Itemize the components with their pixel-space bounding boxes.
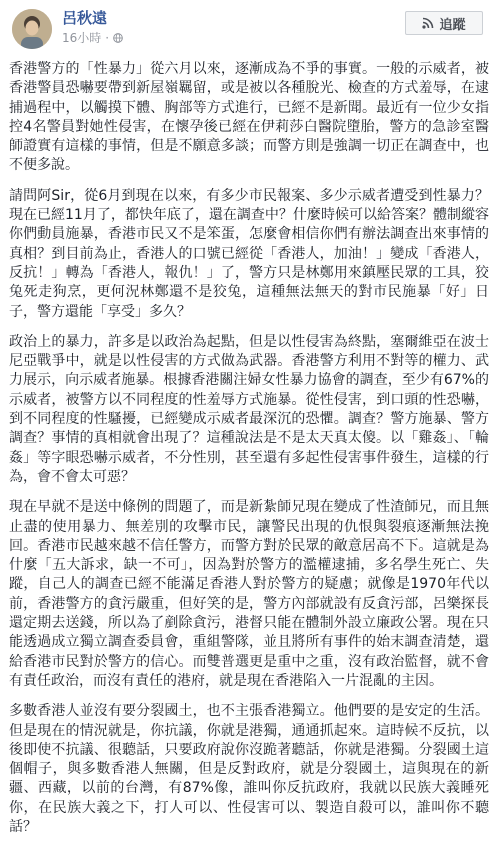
author-name[interactable]: 呂秋遠 — [62, 9, 108, 27]
post-time[interactable]: 16小時 — [62, 31, 102, 45]
post-paragraph: 請問阿Sir，從6月到現在以來，有多少市民報案、多少示威者遭受到性暴力？現在已經11月了，都快年底了，還在調查中？什麼時候可以給答案？體制縱容你們動員施暴，香港市民又不是笨蛋，怎麼會相信你們有辦法調查出來事情的真相？到目前為止，香港人的口號已經從「香港人，加油！」變成「香港人，反抗！」轉為「香港人，報仇！」了，警方只是林鄭用來鎮壓民眾的工具，狡兔死走狗烹，更何況林鄭還不是狡兔，這種無法無天的對市民施暴「好」日子，警方還能「享受」多久？ — [9, 187, 489, 320]
meta-separator: · — [105, 31, 110, 45]
follow-label: 追蹤 — [439, 17, 466, 33]
avatar-image — [12, 9, 52, 49]
post-paragraph: 現在早就不是送中條例的問題了，而是新紮師兄現在變成了性渣師兄，而且無止盡的使用暴力、無差別的攻擊市民，讓警民出現的仇恨與裂痕逐漸無法挽回。香港市民越來越不信任警方，而警方對於民眾的敵意居高不下。這就是為什麼「五大訴求，缺一不可」，因為對於警方的濫權逮捕，多名學生死亡、失蹤，自己人的調查已經不能滿足香港人對於警方的疑慮；就像是1970年代以前，香港警方的貪污嚴重，但好笑的是，警方內部就設有反貪污部，呂樂探長還定期去送錢，所以為了剷除貪污，港督只能在體制外設立廉政公署。現在只能透過成立獨立調查委員會，重組警隊，並且將所有事件的始末調查清楚，還給香港市民對於警方的信心。而雙普選更是重中之重，沒有政治監督，就不會有責任政治，而沒有責任的港府，就是現在香港陷入一片混亂的主因。 — [9, 499, 489, 689]
post-paragraph: 政治上的暴力，許多是以政治為起點，但是以性侵害為終點，塞爾維亞在波士尼亞戰爭中，就是以性侵害的方式做為武器。香港警方利用不對等的權力、武力展示，向示威者施暴。根據香港關注婦女性暴力協會的調查，至少有67%的示威者，被警方以不同程度的性羞辱方式施暴。從性侵害，到口頭的性恐嚇，到不同程度的性騷擾，已經變成示威者最深沉的恐懼。調查？警方施暴、警方調查？事情的真相就會出現了？這種說法是不是太天真太傻。以「雞姦」、「輪姦」等字眼恐嚇示威者，不分性別，甚至還有多起性侵害事件發生，這樣的行為，會不會太可惡？ — [9, 333, 489, 485]
post-meta — [62, 31, 123, 45]
post-body — [9, 60, 489, 848]
post-paragraph: 多數香港人並沒有要分裂國土，也不主張香港獨立。他們要的是安定的生活。但是現在的情況就是，你抗議，你就是港獨，通通抓起來。這時候不反抗，以後即使不抗議、很聽話，只要政府說你沒跪著聽話，你就是港獨。分裂國土這個帽子，與多數香港人無關，但是反對政府，就是分裂國土，這與現在的新疆、西藏，以前的台灣，有87%像，誰叫你反抗政府，我就以民族大義睡死你，在民族大義之下，打人可以、性侵害可以、製造自殺可以，誰叫你不聽話？ — [9, 703, 489, 835]
post-paragraph: 香港警方的「性暴力」從六月以來，逐漸成為不爭的事實。一般的示威者，被香港警員恐嚇要帶到新屋嶺羈留，或是被以各種脫光、檢查的方式羞辱，在逮捕過程中，以觸摸下體、胸部等方式進行，已經不是新聞。最近有一位少女指控4名警員對她性侵害，在懷孕後已經在伊莉莎白醫院墮胎，警方的急診室醫師證實有這樣的事情，但是不願意多談；而警方則是強調一切正在調查中，也不便多說。 — [9, 61, 489, 174]
rss-icon — [422, 17, 434, 29]
post-header — [0, 0, 497, 56]
avatar[interactable] — [12, 9, 52, 49]
follow-button[interactable] — [405, 11, 483, 35]
globe-icon[interactable] — [113, 33, 123, 43]
